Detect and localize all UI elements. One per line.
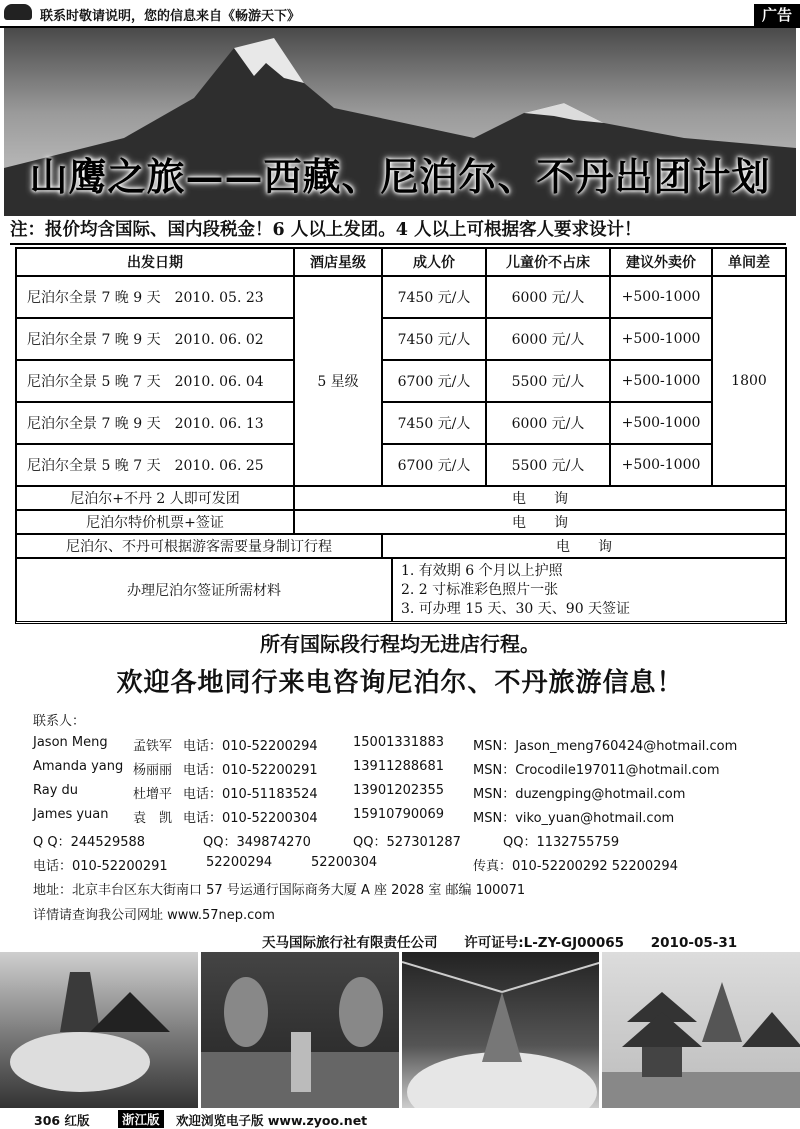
page-number: 306 红版 — [34, 1113, 90, 1128]
photo-strip — [0, 952, 800, 1108]
hero-banner — [4, 28, 796, 216]
table-row-retail: +500-1000 — [610, 360, 712, 402]
contact-en: Ray du — [33, 783, 79, 798]
table-row-retail: +500-1000 — [610, 318, 712, 360]
extra-label: 尼泊尔+不丹 2 人即可发团 — [16, 486, 294, 510]
top-bar — [0, 0, 800, 28]
table-row-child: 5500 元/人 — [486, 444, 610, 486]
header-adult: 成人价 — [382, 248, 486, 276]
visa-label: 办理尼泊尔签证所需材料 — [16, 558, 392, 622]
table-row-child: 6000 元/人 — [486, 402, 610, 444]
contact-en: Amanda yang — [33, 759, 124, 774]
contact-en: James yuan — [33, 807, 109, 822]
extra-value: 电 询 — [294, 510, 786, 534]
contact-en: Jason Meng — [33, 735, 108, 750]
table-row-date: 尼泊尔全景 5 晚 7 天 2010. 06. 25 — [16, 444, 294, 486]
visa-item: 1. 有效期 6 个月以上护照 — [401, 562, 563, 579]
table-row-date: 尼泊尔全景 7 晚 9 天 2010. 06. 13 — [16, 402, 294, 444]
table-row-adult: 6700 元/人 — [382, 360, 486, 402]
contact-mobile: 13911288681 — [353, 759, 444, 774]
header-hotel: 酒店星级 — [294, 248, 382, 276]
contact-msn: MSN：viko_yuan@hotmail.com — [473, 811, 675, 826]
header-single: 单间差 — [712, 248, 786, 276]
table-row-child: 6000 元/人 — [486, 276, 610, 318]
hero-title: 山鹰之旅——西藏、尼泊尔、不丹出团计划 — [29, 154, 771, 199]
qq-number: QQ：527301287 — [353, 835, 461, 850]
contact-msn: MSN：duzengping@hotmail.com — [473, 787, 686, 802]
header-retail: 建议外卖价 — [610, 248, 712, 276]
office-phone: 52200304 — [311, 855, 378, 870]
table-row-date: 尼泊尔全景 7 晚 9 天 2010. 05. 23 — [16, 276, 294, 318]
contacts-heading: 联系人： — [33, 714, 86, 729]
contact-mobile: 13901202355 — [353, 783, 444, 798]
visa-requirements — [392, 558, 786, 622]
contact-tel: 电话：010-52200294 — [183, 739, 318, 754]
contact-cn: 孟铁军 — [133, 739, 173, 754]
office-phone: 52200294 — [206, 855, 273, 870]
address: 地址：北京丰台区东大街南口 57 号运通行国际商务大厦 A 座 2028 室 邮编 100071 — [33, 883, 526, 898]
guardian-statues-photo-icon — [201, 952, 399, 1108]
contact-tel: 电话：010-51183524 — [183, 787, 318, 802]
car-logo-icon — [4, 4, 32, 20]
table-row-child: 6000 元/人 — [486, 318, 610, 360]
contact-cn: 杨丽丽 — [133, 763, 173, 778]
table-row-child: 5500 元/人 — [486, 360, 610, 402]
table-row-retail: +500-1000 — [610, 402, 712, 444]
ad-tag: 广告 — [754, 4, 800, 26]
qq-number: QQ：1132755759 — [503, 835, 620, 850]
price-table — [15, 247, 787, 624]
visa-item: 2. 2 寸标准彩色照片一张 — [401, 581, 559, 598]
company-name: 天马国际旅行社有限责任公司 — [262, 935, 438, 951]
hotel-rating: 5 星级 — [294, 276, 382, 486]
visa-item: 3. 可办理 15 天、30 天、90 天签证 — [401, 600, 631, 617]
contact-tel: 电话：010-52200291 — [183, 763, 318, 778]
table-row-retail: +500-1000 — [610, 276, 712, 318]
qq-number: Q Q：244529588 — [33, 835, 146, 850]
contact-cn: 袁 凯 — [133, 811, 173, 826]
table-row-adult: 6700 元/人 — [382, 444, 486, 486]
table-row-adult: 7450 元/人 — [382, 276, 486, 318]
company-line — [262, 931, 737, 951]
phone-row — [33, 855, 793, 873]
contact-row — [33, 735, 793, 753]
extra-value: 电 询 — [294, 486, 786, 510]
qq-row — [33, 831, 793, 849]
extra-label: 尼泊尔、不丹可根据游客需要量身制订行程 — [16, 534, 382, 558]
table-row-retail: +500-1000 — [610, 444, 712, 486]
contact-tel: 电话：010-52200304 — [183, 811, 318, 826]
page-footer — [0, 1108, 800, 1127]
extra-label: 尼泊尔特价机票+签证 — [16, 510, 294, 534]
website[interactable]: 详情请查询我公司网址 www.57nep.com — [33, 908, 275, 923]
contact-msn: MSN：Crocodile197011@hotmail.com — [473, 763, 720, 778]
contact-msn: MSN：Jason_meng760424@hotmail.com — [473, 739, 738, 754]
footer-web[interactable]: 欢迎浏览电子版 www.zyoo.net — [176, 1113, 368, 1128]
header-child: 儿童价不占床 — [486, 248, 610, 276]
header-date: 出发日期 — [16, 248, 294, 276]
contact-row — [33, 807, 793, 825]
contact-mobile: 15001331883 — [353, 735, 444, 750]
company-date: 2010-05-31 — [650, 935, 738, 951]
license-number: 许可证号:L-ZY-GJ00065 — [464, 935, 625, 951]
edition-badge: 浙江版 — [118, 1110, 164, 1128]
fax-number: 传真：010-52200292 52200294 — [473, 859, 678, 874]
contact-cn: 杜增平 — [133, 787, 173, 802]
contact-row — [33, 759, 793, 777]
slogan-no-shopping: 所有国际段行程均无进店行程。 — [260, 632, 540, 656]
contact-row — [33, 783, 793, 801]
stupa-photo-icon — [0, 952, 198, 1108]
qq-number: QQ：349874270 — [203, 835, 311, 850]
source-notice: 联系时敬请说明，您的信息来自《畅游天下》 — [40, 9, 301, 24]
prayer-flags-photo-icon — [402, 952, 600, 1108]
slogan-welcome: 欢迎各地同行来电咨询尼泊尔、不丹旅游信息！ — [116, 668, 684, 698]
table-row-adult: 7450 元/人 — [382, 318, 486, 360]
contact-mobile: 15910790069 — [353, 807, 444, 822]
single-supplement: 1800 — [712, 276, 786, 486]
table-row-date: 尼泊尔全景 5 晚 7 天 2010. 06. 04 — [16, 360, 294, 402]
pagoda-temples-photo-icon — [602, 952, 800, 1108]
extra-value: 电 询 — [382, 534, 786, 558]
price-note: 注：报价均含国际、国内段税金！6 人以上发团。4 人以上可根据客人要求设计！ — [10, 216, 786, 245]
office-phone: 电话：010-52200291 — [33, 859, 168, 874]
table-row-adult: 7450 元/人 — [382, 402, 486, 444]
table-row-date: 尼泊尔全景 7 晚 9 天 2010. 06. 02 — [16, 318, 294, 360]
